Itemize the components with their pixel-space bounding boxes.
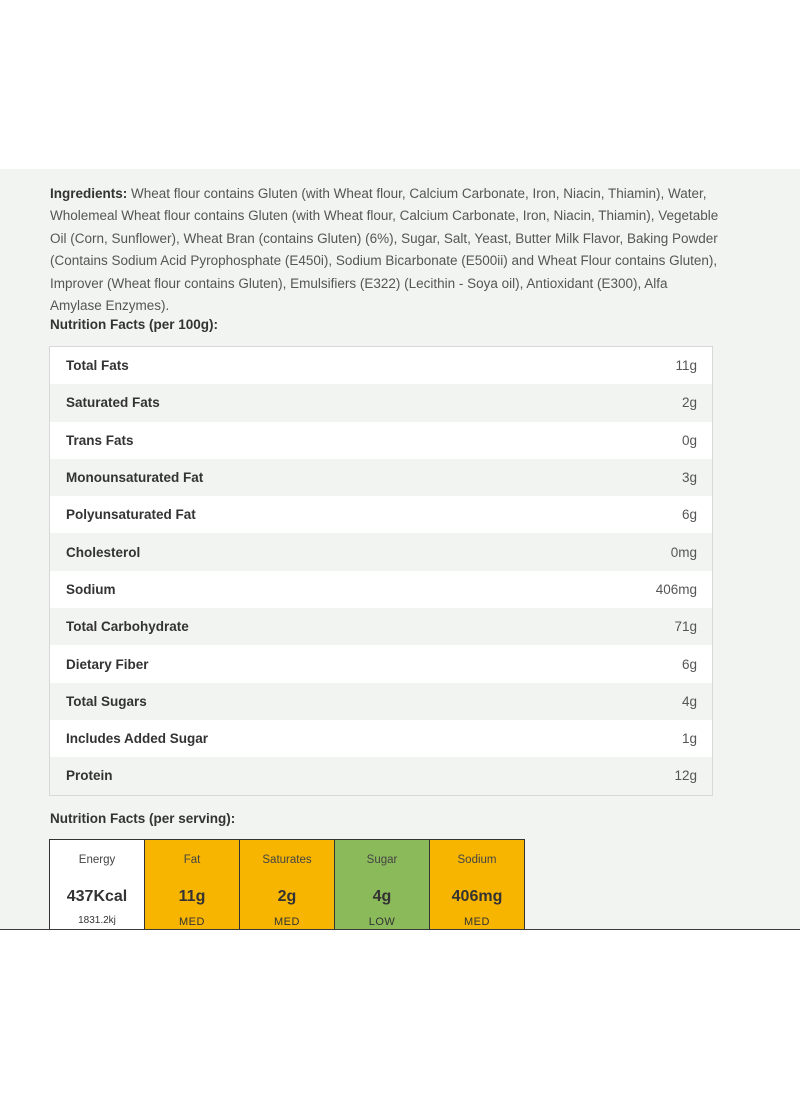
nutrient-value: 6g: [681, 507, 697, 523]
tile-value: 406mg: [451, 888, 503, 905]
nutrient-name: Protein: [66, 768, 113, 784]
table-row: [50, 645, 712, 682]
tile-value: 437Kcal: [66, 888, 128, 905]
nutrient-name: Saturated Fats: [66, 395, 160, 411]
tile-label: Sodium: [457, 854, 497, 866]
nutrient-name: Sodium: [66, 581, 116, 597]
table-row: [50, 608, 712, 645]
tile-value: 4g: [372, 888, 392, 905]
nutrient-name: Cholesterol: [66, 544, 141, 560]
tile-value: 11g: [178, 888, 206, 905]
table-row: [50, 720, 712, 757]
nutrient-name: Total Carbohydrate: [66, 619, 189, 635]
tile-label: Saturates: [262, 854, 312, 866]
ingredients-label: Ingredients:: [50, 185, 128, 201]
nutrient-name: Includes Added Sugar: [66, 731, 209, 747]
nutrient-value: 12g: [674, 768, 697, 784]
nutrition-facts-table: [49, 346, 713, 796]
nutrient-value: 11g: [675, 358, 697, 374]
tile-sub: MED: [464, 916, 490, 928]
table-row: [50, 347, 712, 384]
nutrient-name: Total Fats: [66, 358, 129, 374]
nutrition-tile-energy: [50, 840, 145, 930]
ingredients-paragraph: [50, 183, 720, 318]
nutrient-value: 4g: [681, 693, 697, 709]
tile-sub: LOW: [368, 916, 396, 928]
tile-label: Energy: [78, 854, 116, 866]
nutrient-name: Trans Fats: [66, 432, 134, 448]
nutrient-value: 2g: [681, 395, 697, 411]
nutrient-value: 0mg: [670, 544, 697, 560]
tile-label: Fat: [183, 854, 201, 866]
table-row: [50, 683, 712, 720]
tile-label: Sugar: [366, 854, 398, 866]
nutrient-value: 6g: [681, 656, 697, 672]
table-row: [50, 496, 712, 533]
tile-value: 2g: [277, 888, 297, 905]
nutrient-name: Total Sugars: [66, 693, 147, 709]
table-row: [50, 533, 712, 570]
nutrient-value: 71g: [674, 619, 697, 635]
nutrition-tile-sodium: [430, 840, 524, 930]
nutrient-name: Polyunsaturated Fat: [66, 507, 196, 523]
tile-sub: 1831.2kj: [78, 915, 116, 926]
table-row: [50, 571, 712, 608]
nutrition-tile-fat: [145, 840, 240, 930]
ingredients-text: Wheat flour contains Gluten (with Wheat flour, Calcium Carbonate, Iron, Niacin, Thiamin), Water, Wholemeal Wheat flour contains Gluten (with Wheat flour, Calcium Carbonate, Iron, Niacin, Thiamin), Vegetable Oil (Corn, Sunflower), Wheat Bran (contains Gluten) (6%), Sugar, Salt, Yeast, Butter Milk Flavor, Baking Powder (Contains Sodium Acid Pyrophosphate (E450i), Sodium Bicarbonate (E500ii) and Wheat Flour contains Gluten), Improver (Wheat flour contains Gluten), Emulsifiers (E322) (Lecithin - Soya oil), Antioxidant (E300), Alfa Amylase Enzymes).: [50, 185, 719, 313]
table-row: [50, 459, 712, 496]
product-info-panel: [0, 169, 800, 930]
nutrient-value: 0g: [681, 432, 697, 448]
traffic-light-tiles: [49, 839, 525, 930]
nutrient-value: 3g: [681, 470, 697, 486]
table-row: [50, 757, 712, 794]
nutrition-per-serving-title: Nutrition Facts (per serving):: [50, 811, 236, 826]
nutrient-name: Dietary Fiber: [66, 656, 149, 672]
nutrient-name: Monounsaturated Fat: [66, 470, 204, 486]
table-row: [50, 384, 712, 421]
nutrition-tile-saturates: [240, 840, 335, 930]
nutrition-per-100g-title: Nutrition Facts (per 100g):: [50, 317, 219, 332]
tile-sub: MED: [179, 916, 205, 928]
nutrient-value: 406mg: [655, 581, 697, 597]
tile-sub: MED: [274, 916, 300, 928]
table-row: [50, 422, 712, 459]
nutrient-value: 1g: [681, 731, 697, 747]
nutrition-tile-sugar: [335, 840, 430, 930]
